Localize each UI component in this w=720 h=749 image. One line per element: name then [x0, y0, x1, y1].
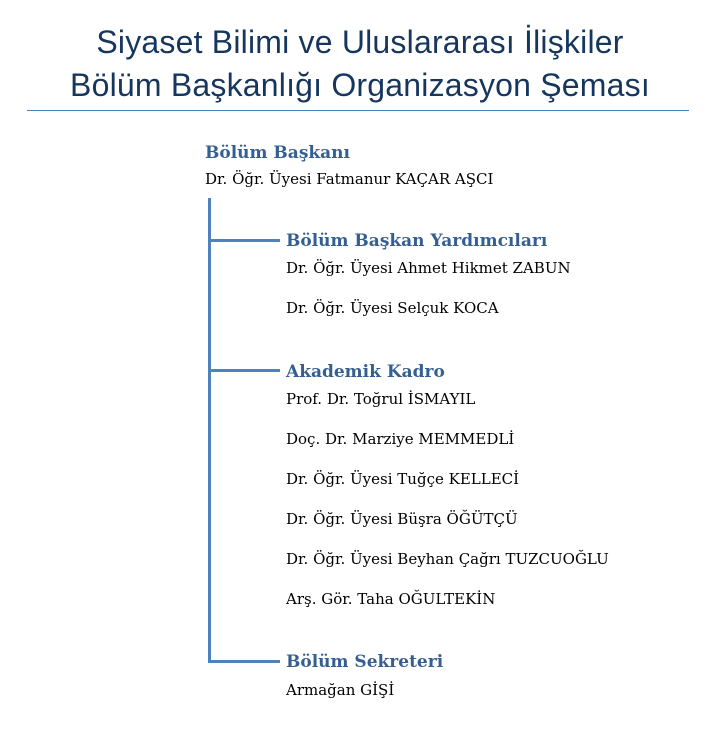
secretary-name: Armağan GİŞİ [286, 681, 395, 699]
academic-member: Dr. Öğr. Üyesi Tuğçe KELLECİ [286, 470, 520, 488]
org-connector-secretary [208, 660, 280, 663]
org-connector-deputies [208, 239, 280, 242]
page-title-line-1: Siyaset Bilimi ve Uluslararası İlişkiler [96, 24, 624, 60]
deputies-heading: Bölüm Başkan Yardımcıları [286, 231, 548, 251]
academic-member: Doç. Dr. Marziye MEMMEDLİ [286, 430, 515, 448]
academic-heading: Akademik Kadro [286, 362, 445, 382]
org-connector-vertical [208, 198, 211, 663]
secretary-heading: Bölüm Sekreteri [286, 652, 444, 672]
academic-member: Arş. Gör. Taha OĞULTEKİN [286, 590, 496, 608]
title-divider [27, 110, 689, 111]
deputy-member: Dr. Öğr. Üyesi Selçuk KOCA [286, 299, 499, 317]
academic-member: Dr. Öğr. Üyesi Büşra ÖĞÜTÇÜ [286, 510, 518, 528]
head-heading: Bölüm Başkanı [205, 143, 350, 163]
page-title-line-2: Bölüm Başkanlığı Organizasyon Şeması [70, 67, 650, 103]
academic-member: Dr. Öğr. Üyesi Beyhan Çağrı TUZCUOĞLU [286, 550, 609, 568]
academic-member: Prof. Dr. Toğrul İSMAYIL [286, 390, 476, 408]
org-connector-academic [208, 369, 280, 372]
deputy-member: Dr. Öğr. Üyesi Ahmet Hikmet ZABUN [286, 259, 571, 277]
head-name: Dr. Öğr. Üyesi Fatmanur KAÇAR AŞCI [205, 170, 494, 188]
